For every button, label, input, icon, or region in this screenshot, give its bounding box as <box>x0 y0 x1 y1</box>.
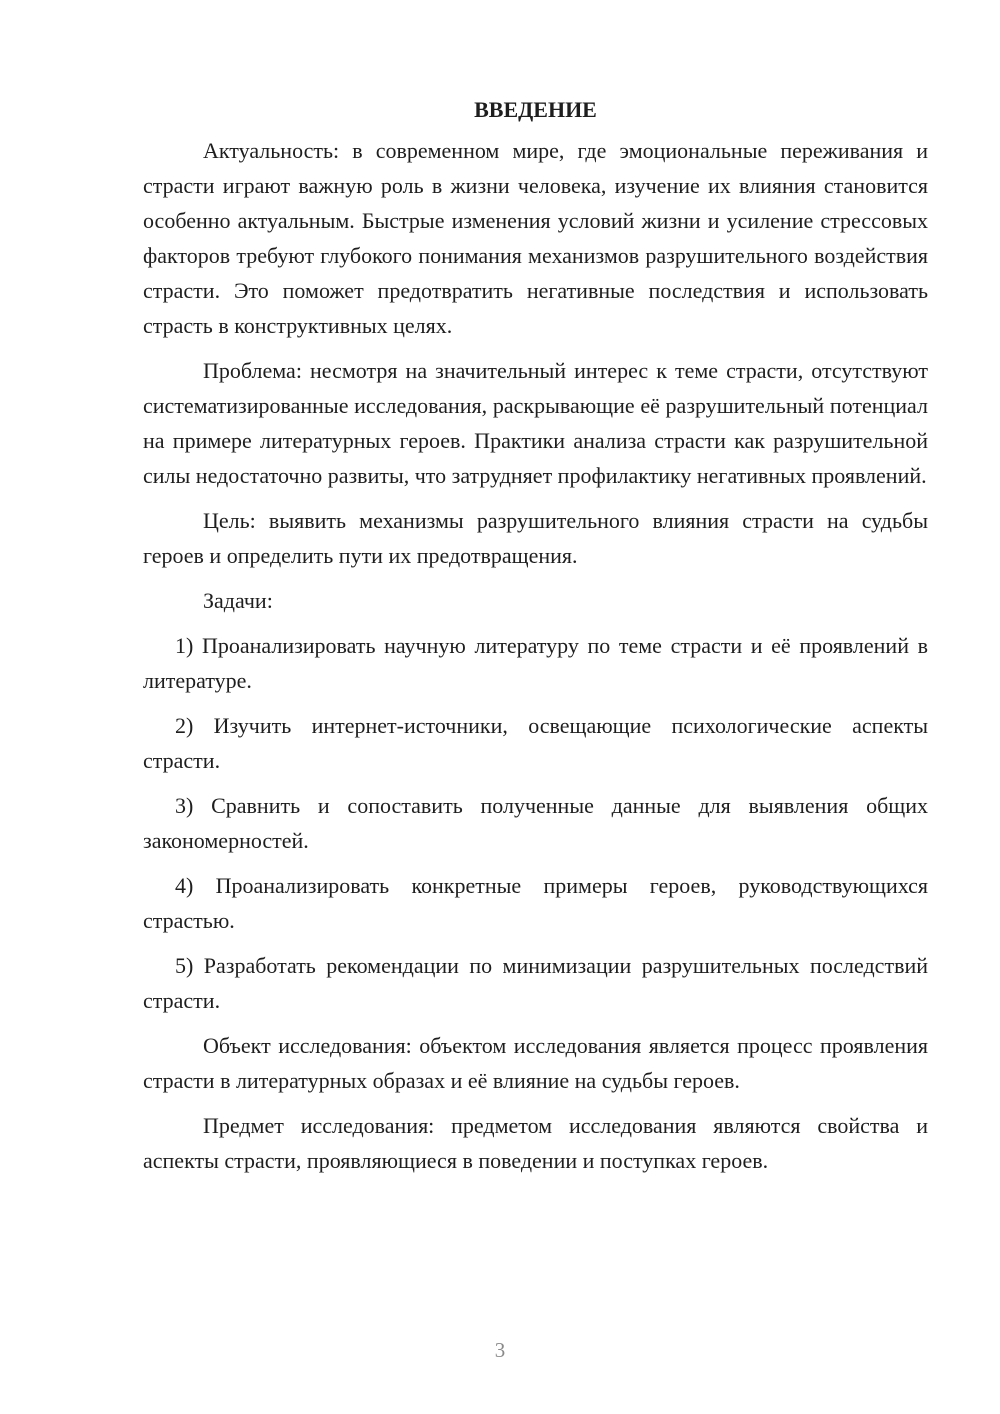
problem-paragraph: Проблема: несмотря на значительный интерес к теме страсти, отсутствуют систематизированные исследования, раскрывающие её разрушительный потенциал на примере литературных героев. Практики анализа страсти как разрушительной силы недостаточно развиты, что затрудняет профилактику негативных проявлений. <box>143 358 928 488</box>
task-item-1: 1) Проанализировать научную литературу по теме страсти и её проявлений в литературе. <box>143 633 928 693</box>
task-item-2: 2) Изучить интернет-источники, освещающие психологические аспекты страсти. <box>143 713 928 773</box>
task-item-5: 5) Разработать рекомендации по минимизации разрушительных последствий страсти. <box>143 953 928 1013</box>
section-title: ВВЕДЕНИЕ <box>474 97 597 122</box>
subject-paragraph: Предмет исследования: предметом исследования являются свойства и аспекты страсти, проявляющиеся в поведении и поступках героев. <box>143 1113 928 1173</box>
tasks-heading: Задачи: <box>203 588 273 613</box>
object-paragraph: Объект исследования: объектом исследования является процесс проявления страсти в литературных образах и её влияние на судьбы героев. <box>143 1033 928 1093</box>
task-item-4: 4) Проанализировать конкретные примеры героев, руководствующихся страстью. <box>143 873 928 933</box>
task-item-3: 3) Сравнить и сопоставить полученные данные для выявления общих закономерностей. <box>143 793 928 853</box>
page-number: 3 <box>494 1338 506 1362</box>
goal-paragraph: Цель: выявить механизмы разрушительного влияния страсти на судьбы героев и определить пути их предотвращения. <box>143 508 928 568</box>
page-body <box>143 92 928 1178</box>
relevance-paragraph: Актуальность: в современном мире, где эмоциональные переживания и страсти играют важную роль в жизни человека, изучение их влияния становится особенно актуальным. Быстрые изменения условий жизни и усиление стрессовых факторов требуют глубокого понимания механизмов разрушительного воздействия страсти. Это поможет предотвратить негативные последствия и использовать страсть в конструктивных целях. <box>143 138 928 338</box>
